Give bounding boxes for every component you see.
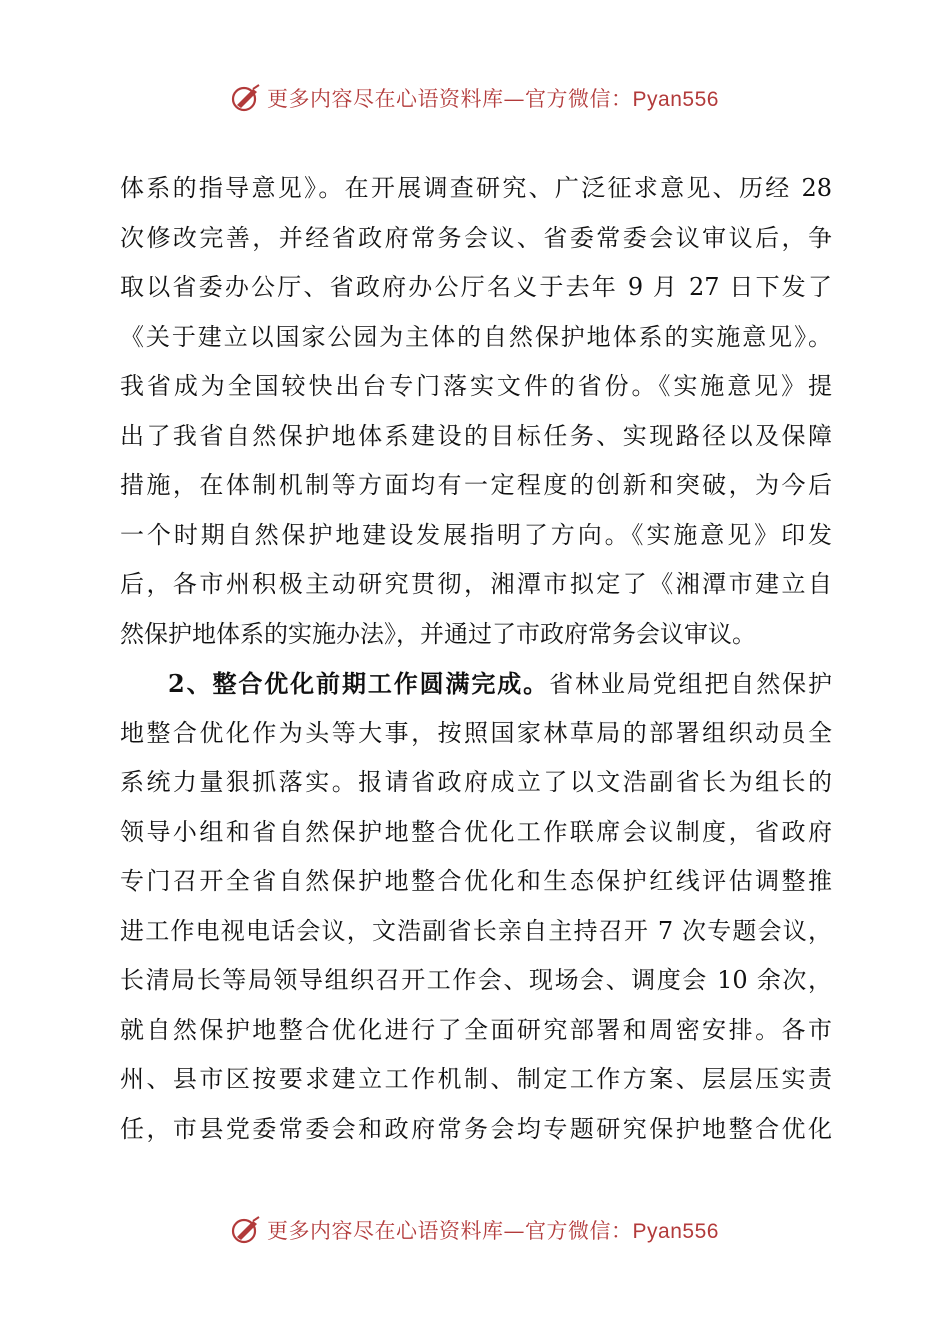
body-line: 专门召开全省自然保护地整合优化和生态保护红线评估调整推 bbox=[120, 867, 832, 895]
section-heading: 2、整合优化前期工作圆满完成。 bbox=[168, 669, 550, 698]
body-line: 《关于建立以国家公园为主体的自然保护地体系的实施意见》。 bbox=[120, 322, 832, 351]
body-line: 进工作电视电话会议，文浩副省长亲自主持召开 7 次专题会议， bbox=[120, 916, 832, 945]
header-account: Pyan556 bbox=[632, 88, 719, 111]
body-line: 一个时期自然保护地建设发展指明了方向。《实施意见》印发 bbox=[120, 520, 832, 549]
body-line: 出了我省自然保护地体系建设的目标任务、实现路径以及保障 bbox=[120, 421, 832, 450]
footer-watermark-text: 更多内容尽在心语资料库—官方微信：Pyan556 bbox=[267, 1219, 719, 1243]
body-line: 地整合优化作为头等大事，按照国家林草局的部署组织动员全 bbox=[120, 718, 832, 747]
pen-circle-logo-icon bbox=[231, 83, 261, 113]
document-body bbox=[120, 164, 832, 1154]
footer-watermark bbox=[0, 1210, 950, 1250]
body-line: 后，各市州积极主动研究贯彻，湘潭市拟定了《湘潭市建立自 bbox=[120, 570, 832, 598]
body-line: 然保护地体系的实施办法》，并通过了市政府常务会议审议。 bbox=[120, 619, 756, 648]
footer-account: Pyan556 bbox=[632, 1220, 719, 1243]
body-line: 我省成为全国较快出台专门落实文件的省份。《实施意见》提 bbox=[120, 372, 832, 400]
body-line: 取以省委办公厅、省政府办公厅名义于去年 9 月 27 日下发了 bbox=[120, 273, 832, 301]
body-line: 体系的指导意见》。在开展调查研究、广泛征求意见、历经 28 bbox=[120, 174, 832, 202]
body-line: 长清局长等局领导组织召开工作会、现场会、调度会 10 余次， bbox=[120, 966, 832, 994]
body-line: 州、县市区按要求建立工作机制、制定工作方案、层层压实责 bbox=[120, 1065, 832, 1093]
header-watermark-text: 更多内容尽在心语资料库—官方微信：Pyan556 bbox=[267, 87, 719, 111]
body-text: 省林业局党组把自然保护 bbox=[549, 670, 832, 698]
body-line: 任，市县党委常委会和政府常务会均专题研究保护地整合优化 bbox=[120, 1114, 832, 1143]
body-line: 系统力量狠抓落实。报请省政府成立了以文浩副省长为组长的 bbox=[120, 768, 832, 796]
header-watermark bbox=[0, 78, 950, 118]
body-line: 次修改完善，并经省政府常务会议、省委常委会议审议后，争 bbox=[120, 223, 832, 252]
pen-circle-logo-icon bbox=[231, 1215, 261, 1245]
paragraph-2-first-line bbox=[120, 659, 832, 709]
body-line: 领导小组和省自然保护地整合优化工作联席会议制度，省政府 bbox=[120, 817, 832, 846]
body-line: 就自然保护地整合优化进行了全面研究部署和周密安排。各市 bbox=[120, 1015, 832, 1044]
body-line: 措施，在体制机制等方面均有一定程度的创新和突破，为今后 bbox=[120, 471, 832, 499]
